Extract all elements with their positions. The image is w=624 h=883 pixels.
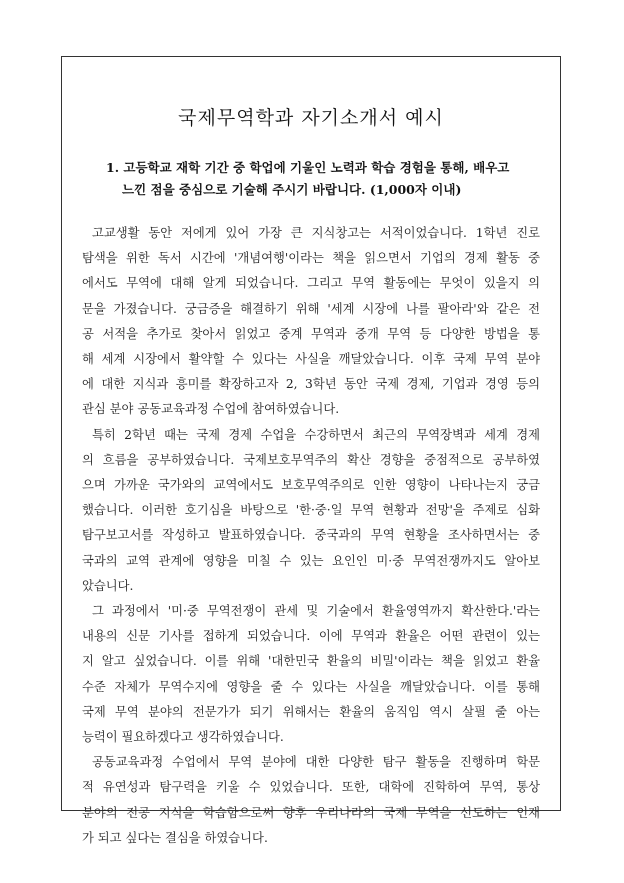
- question-line: 느낀 점을 중심으로 기술해 주시기 바랍니다. (1,000자 이내): [122, 182, 462, 197]
- essay-line: 으며 가까운 국가와의 교역에서도 보호무역주의로 인한 영향이 나타나는지 궁금: [82, 478, 540, 493]
- essay-line: 내용의 신문 기사를 접하게 되었습니다. 이에 무역과 환율은 어떤 관련이 있는: [82, 629, 540, 644]
- essay-line: 수준 자체가 무역수지에 영향을 줄 수 있다는 사실을 깨달았습니다. 이를 통해: [82, 679, 540, 694]
- page-title: 국제무역학과 자기소개서 예시: [178, 107, 444, 129]
- essay-line: 관심 분야 공동교육과정 수업에 참여하였습니다.: [82, 402, 340, 417]
- essay-line: 탐색을 위한 독서 시간에 '개념여행'이라는 책을 읽으면서 기업의 경제 활동 중: [82, 251, 540, 266]
- question-prompt: [106, 157, 536, 201]
- essay-line: 가 되고 싶다는 결심을 하였습니다.: [82, 830, 268, 845]
- essay-line: 공 서적을 추가로 찾아서 읽었고 중계 무역과 중개 무역 등 다양한 방법을 통: [82, 326, 540, 341]
- essay-line: 탐구보고서를 작성하고 발표하였습니다. 중국과의 무역 현황을 조사하면서는 중: [82, 528, 540, 543]
- essay-line: 국제 무역 분야의 전문가가 되기 위해서는 환율의 움직임 역시 살필 줄 아는: [82, 704, 540, 719]
- essay-line: 에서도 무역에 대해 알게 되었습니다. 그리고 무역 활동에는 무엇이 있을지 의: [82, 276, 540, 291]
- document-frame: [61, 56, 561, 845]
- essay-line: 공동교육과정 수업에서 무역 분야에 대한 다양한 탐구 활동을 진행하며 학문: [92, 755, 540, 770]
- essay-line: 에 대한 지식과 흥미를 확장하고자 2, 3학년 동안 국제 경제, 기업과 경영 등의: [82, 377, 540, 392]
- essay-line: 분야의 전공 지식을 학습함으로써 향후 우리나라의 국제 무역을 선도하는 인재: [82, 805, 540, 820]
- essay-line: 능력이 필요하겠다고 생각하였습니다.: [82, 730, 284, 745]
- essay-line: 적 유연성과 탐구력을 키울 수 있었습니다. 또한, 대학에 진학하여 무역, 통상: [82, 780, 540, 795]
- essay-line: 고교생활 동안 저에게 있어 가장 큰 지식창고는 서적이었습니다. 1학년 진로: [92, 226, 540, 240]
- essay-body: [82, 221, 540, 851]
- essay-line: 지 알고 싶었습니다. 이를 위해 '대한민국 환율의 비밀'이라는 책을 읽었고 환율: [82, 654, 540, 669]
- essay-line: 그 과정에서 '미·중 무역전쟁이 관세 및 기술에서 환율영역까지 확산한다.'라는: [92, 604, 540, 619]
- essay-line: 해 세계 시장에서 활약할 수 있다는 사실을 깨달았습니다. 이후 국제 무역 분야: [82, 352, 540, 367]
- essay-line: 특히 2학년 때는 국제 경제 수업을 수강하면서 최근의 무역장벽과 세계 경제: [92, 427, 540, 442]
- essay-line: 문을 가졌습니다. 궁금증을 해결하기 위해 '세계 시장에 나를 팔아라'와 같은 전: [82, 301, 540, 316]
- question-line: 1. 고등학교 재학 기간 중 학업에 기울인 노력과 학습 경험을 통해, 배우고: [106, 160, 510, 175]
- essay-line: 았습니다.: [82, 578, 134, 593]
- essay-line: 의 흐름을 공부하였습니다. 국제보호무역주의 확산 경향을 중점적으로 공부하였: [82, 452, 540, 467]
- essay-line: 했습니다. 이러한 호기심을 바탕으로 '한·중·일 무역 현황과 전망'을 주제로 심화: [82, 503, 540, 518]
- essay-line: 국과의 교역 관계에 영향을 미칠 수 있는 요인인 미·중 무역전쟁까지도 알아보: [82, 553, 540, 568]
